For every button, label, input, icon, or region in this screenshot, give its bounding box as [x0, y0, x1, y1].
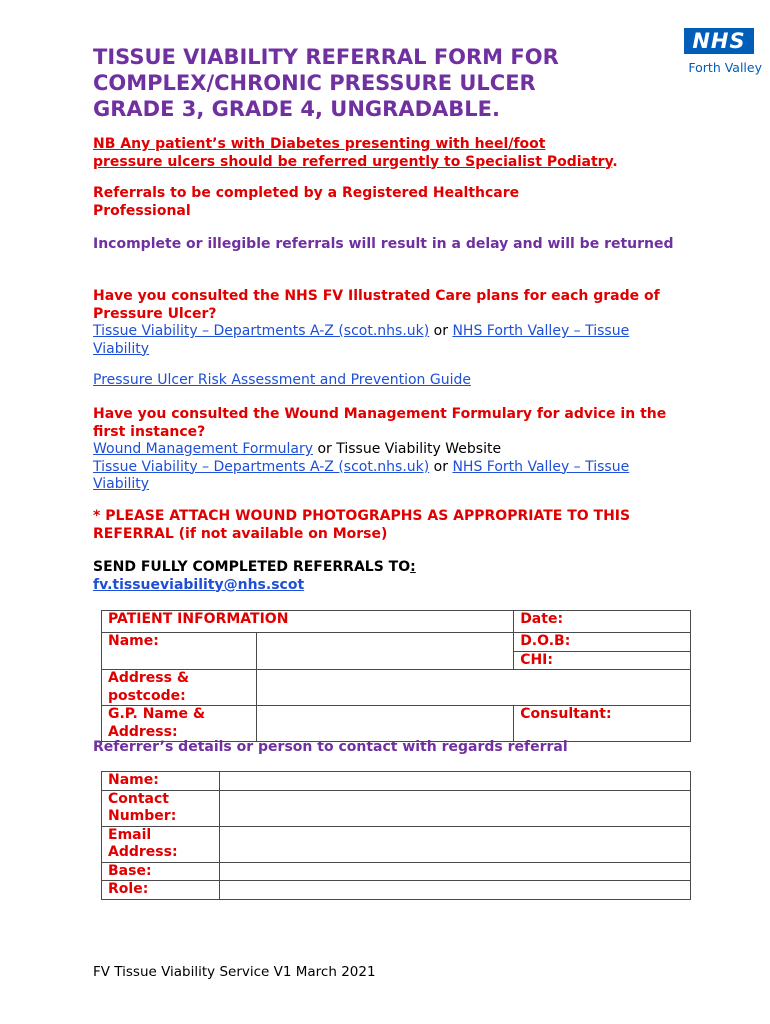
care-plans-block	[93, 288, 683, 358]
referrer-role-input[interactable]	[219, 881, 690, 900]
referrer-details-label: Referrer’s details or person to contact with regards referral	[93, 739, 568, 755]
diabetes-note	[93, 136, 683, 171]
referrer-contact-input[interactable]	[219, 790, 690, 826]
patient-info-table	[101, 610, 691, 742]
tv-departments-link[interactable]: Tissue Viability – Departments A-Z (scot.nhs.uk)	[93, 323, 430, 339]
title-line: GRADE 3, GRADE 4, UNGRADABLE.	[93, 97, 500, 121]
title-line: COMPLEX/CHRONIC PRESSURE ULCER	[93, 71, 536, 95]
tv-departments-link-2[interactable]: Tissue Viability – Departments A-Z (scot.nhs.uk)	[93, 458, 430, 475]
referrer-email-input[interactable]	[219, 826, 690, 862]
address-label: Address & postcode:	[102, 670, 257, 706]
send-to-colon: :	[410, 559, 416, 575]
patient-info-header: PATIENT INFORMATION	[102, 611, 514, 633]
referrer-contact-label: Contact Number:	[102, 790, 220, 826]
referrer-role-label: Role:	[102, 881, 220, 900]
wound-formulary-link[interactable]: Wound Management Formulary	[93, 441, 313, 457]
consultant-field[interactable]: Consultant:	[514, 706, 691, 742]
nhs-fv-tissue-viability-link[interactable]: NHS Forth Valley – Tissue Viability	[93, 323, 630, 357]
risk-guide-block	[93, 372, 683, 390]
referral-email-link[interactable]: fv.tissueviability@nhs.scot	[93, 576, 305, 593]
nhs-fv-tissue-viability-link-2[interactable]: NHS Forth Valley – Tissue Viability	[93, 458, 630, 492]
address-input[interactable]	[256, 670, 690, 706]
name-input[interactable]	[256, 633, 513, 670]
gp-label: G.P. Name & Address:	[102, 706, 257, 742]
name-label: Name:	[102, 633, 257, 670]
diabetes-note-period: .	[612, 153, 618, 170]
referrer-email-label: Email Address:	[102, 826, 220, 862]
risk-assessment-guide-link[interactable]: Pressure Ulcer Risk Assessment and Prevention Guide	[93, 372, 471, 388]
send-to-block	[93, 559, 683, 594]
nhs-forth-valley-logo	[676, 28, 762, 84]
referrer-name-input[interactable]	[219, 772, 690, 791]
referrer-base-input[interactable]	[219, 862, 690, 881]
or-text-2: or	[429, 458, 453, 475]
registered-note: Referrals to be completed by a Registered Healthcare Professional	[93, 185, 520, 219]
referrer-table	[101, 771, 691, 900]
photos-note-text: * PLEASE ATTACH WOUND PHOTOGRAPHS AS APPROPRIATE TO THIS REFERRAL (if not available on Morse)	[93, 508, 631, 542]
nhs-logo-text: NHS	[684, 28, 754, 54]
title-line: TISSUE VIABILITY REFERRAL FORM FOR	[93, 45, 559, 69]
formulary-or-website: or Tissue Viability Website	[313, 441, 502, 457]
gp-input[interactable]	[256, 706, 513, 742]
logo-subtitle: Forth Valley	[688, 60, 762, 75]
footer-text: FV Tissue Viability Service V1 March 2021	[93, 964, 376, 980]
diabetes-note-line1: NB Any patient’s with Diabetes presenting with heel/foot	[93, 136, 546, 152]
send-to-label: SEND FULLY COMPLETED REFERRALS TO	[93, 559, 411, 575]
referrer-base-label: Base:	[102, 862, 220, 881]
care-plans-question: Have you consulted the NHS FV Illustrated Care plans for each grade of Pressure Ulcer?	[93, 288, 660, 322]
formulary-question: Have you consulted the Wound Management Formulary for advice in the first instance?	[93, 406, 667, 440]
photos-note	[93, 508, 673, 543]
chi-field[interactable]: CHI:	[514, 651, 691, 670]
or-text: or	[429, 323, 453, 339]
formulary-block	[93, 406, 683, 494]
dob-field[interactable]: D.O.B:	[514, 633, 691, 652]
incomplete-note: Incomplete or illegible referrals will result in a delay and will be returned	[93, 236, 674, 252]
referrer-name-label: Name:	[102, 772, 220, 791]
page-title	[93, 44, 653, 122]
date-field[interactable]: Date:	[514, 611, 691, 633]
diabetes-note-line2: pressure ulcers should be referred urgently to Specialist Podiatry	[93, 153, 613, 170]
